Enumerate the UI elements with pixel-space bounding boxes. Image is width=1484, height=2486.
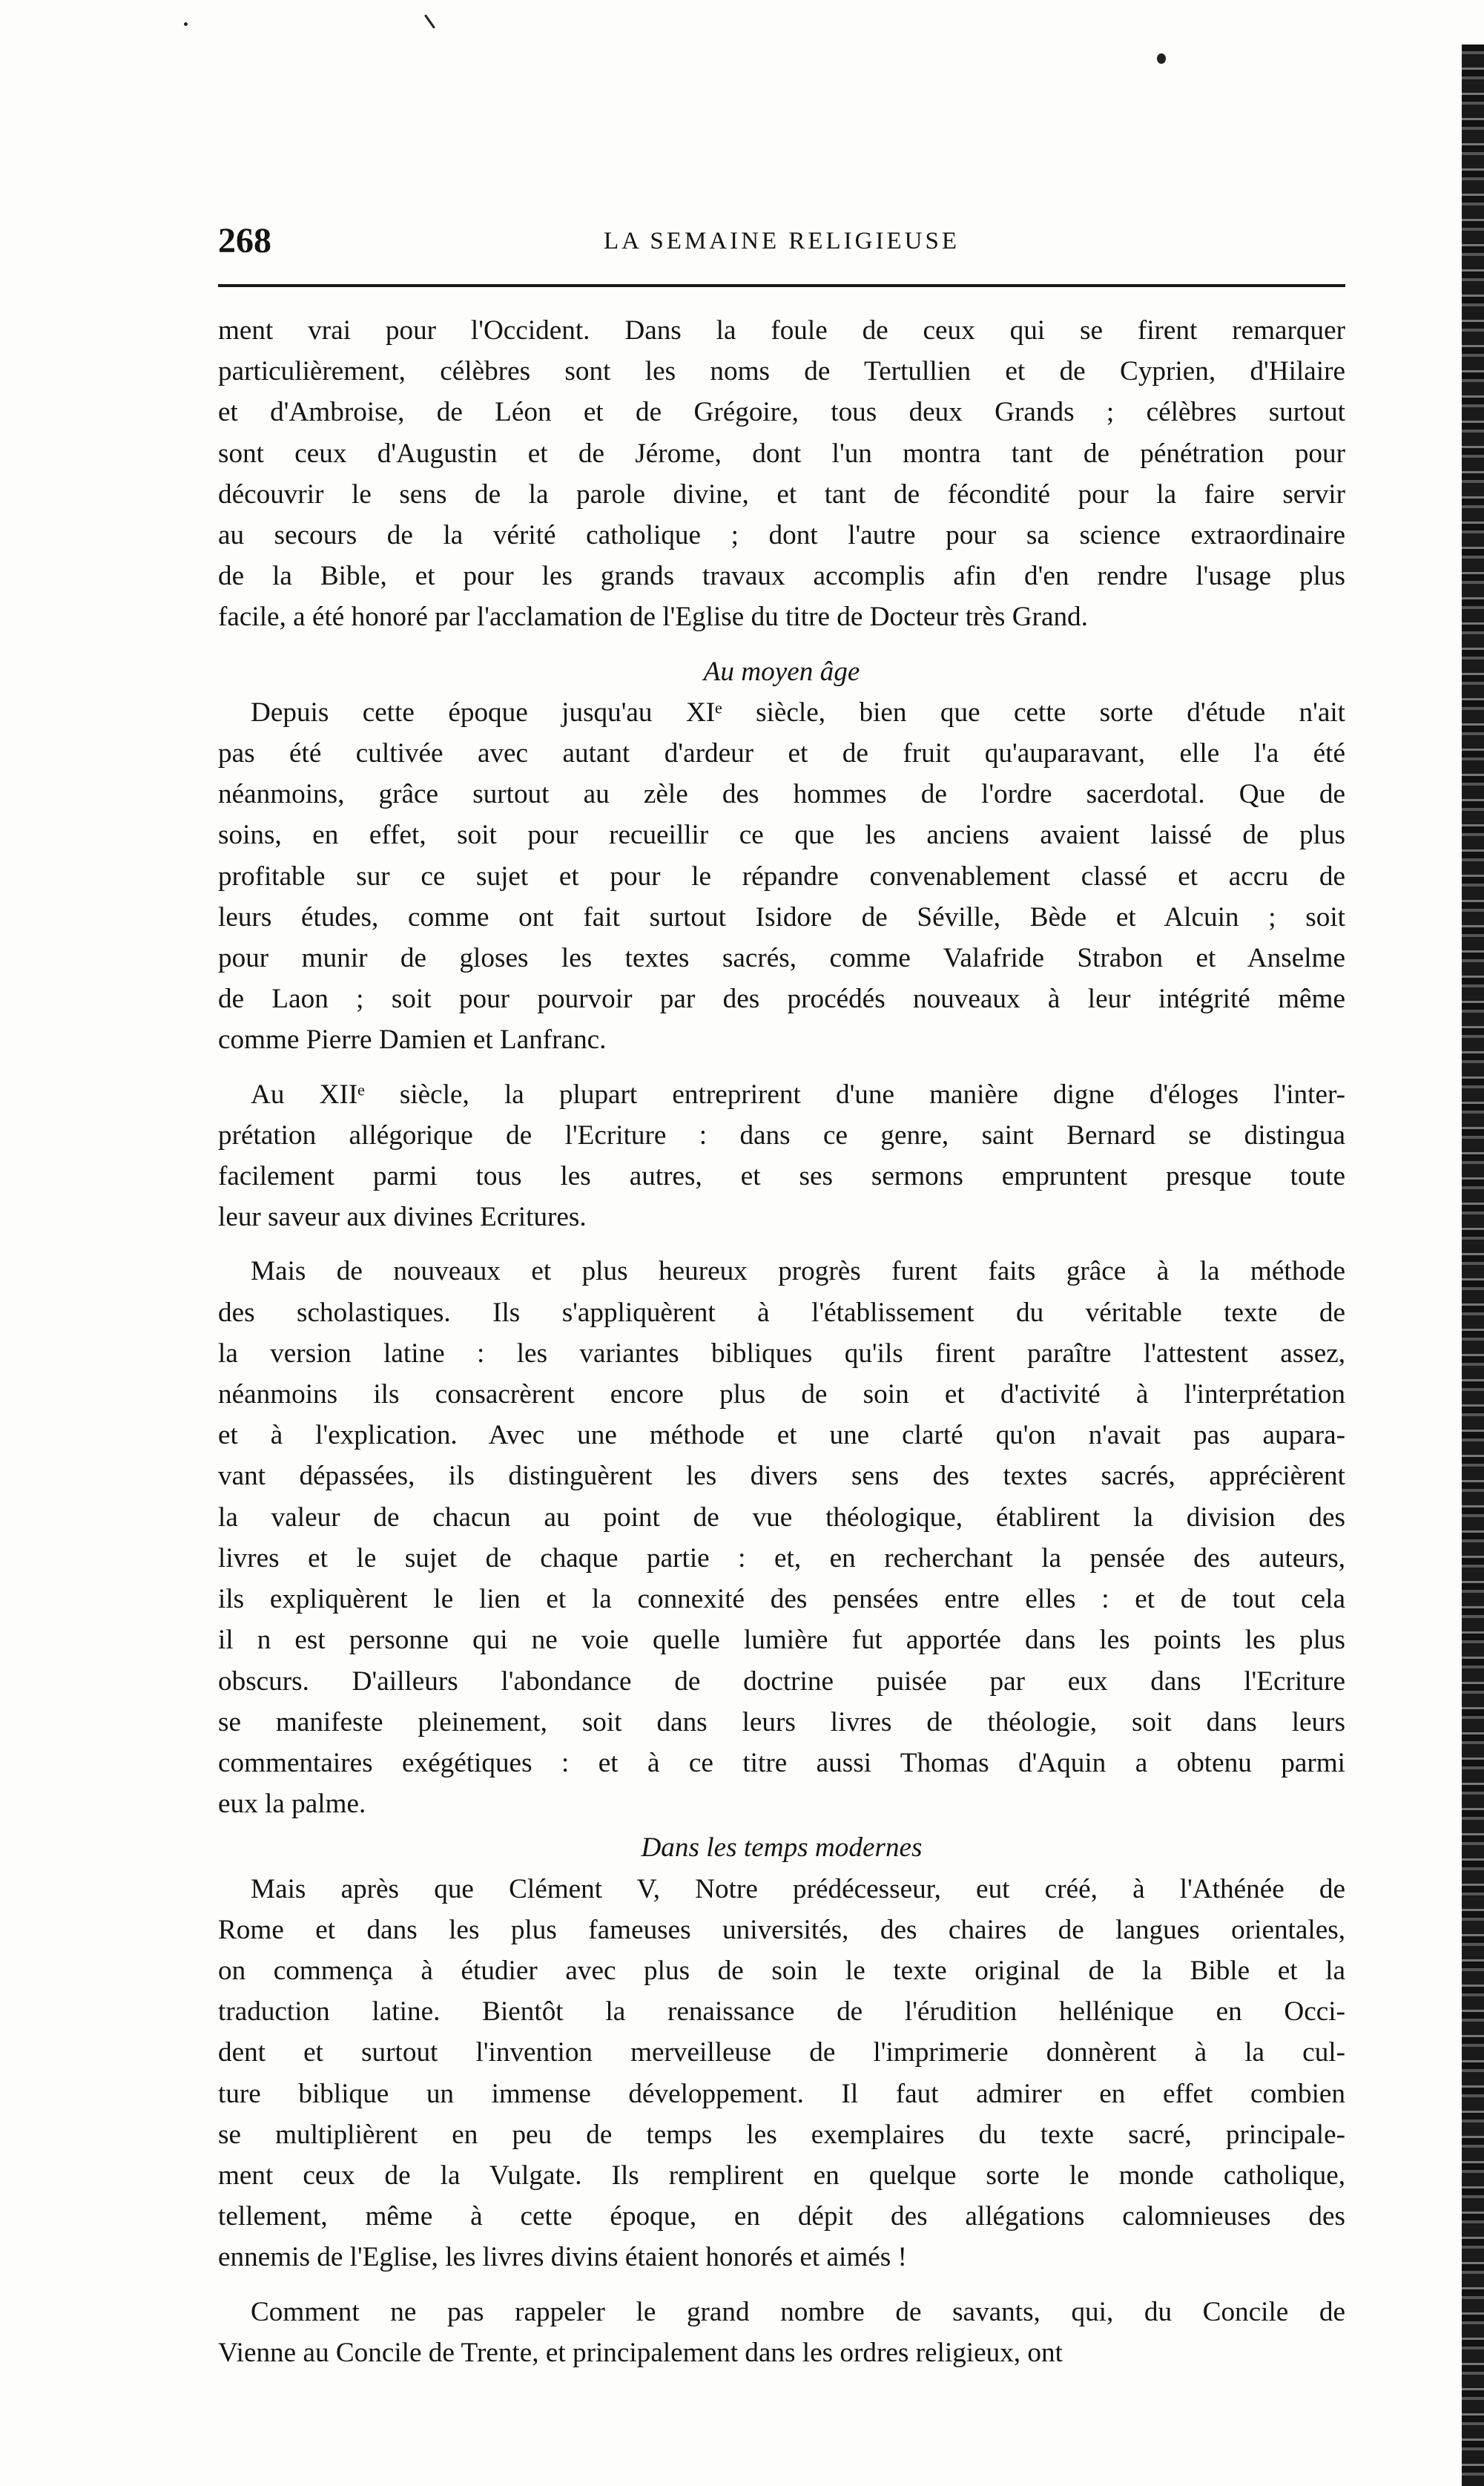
text-line: soins, en effet, soit pour recueillir ce que les anciens avaient laissé de plus <box>218 820 1345 851</box>
text-line: livres et le sujet de chaque partie : et, en recherchant la pensée des auteurs, <box>218 1542 1345 1574</box>
text-line: on commença à étudier avec plus de soin le texte original de la Bible et la <box>218 1955 1345 1986</box>
text-line: ture biblique un immense développement. Il faut admirer en effet combien <box>218 2078 1345 2109</box>
text-line: néanmoins ils consacrèrent encore plus de soin et d'activité à l'interprétation <box>218 1379 1345 1410</box>
paragraph <box>218 692 1345 1061</box>
text-line: obscurs. D'ailleurs l'abondance de doctrine puisée par eux dans l'Ecriture <box>218 1665 1345 1697</box>
text-line: traduction latine. Bientôt la renaissance de l'érudition hellénique en Occi- <box>218 1996 1345 2028</box>
paragraph <box>218 1869 1345 2278</box>
text-line: commentaires exégétiques : et à ce titre aussi Thomas d'Aquin a obtenu parmi <box>218 1747 1345 1778</box>
text-line: et d'Ambroise, de Léon et de Grégoire, tous deux Grands ; célèbres surtout <box>218 397 1345 428</box>
text-line: de Laon ; soit pour pourvoir par des procédés nouveaux à leur intégrité même <box>218 984 1345 1015</box>
text-line: sont ceux d'Augustin et de Jérome, dont l'un montra tant de pénétration pour <box>218 438 1345 469</box>
text-line: eux la palme. <box>218 1789 366 1820</box>
text-line: leurs études, comme ont fait surtout Isidore de Séville, Bède et Alcuin ; soit <box>218 901 1345 933</box>
text-line: il n est personne qui ne voie quelle lumière fut apportée dans les points les plus <box>218 1625 1345 1656</box>
scan-speck <box>424 14 435 29</box>
text-line: des scholastiques. Ils s'appliquèrent à l'établissement du véritable texte de <box>218 1297 1345 1328</box>
section-heading: Au moyen âge <box>703 656 860 687</box>
body-text <box>218 310 1345 2373</box>
text-line: profitable sur ce sujet et pour le répandre convenablement classé et accru de <box>218 861 1345 892</box>
page-header <box>218 215 1345 267</box>
text-line: au secours de la vérité catholique ; dont l'autre pour sa science extraordinaire <box>218 520 1345 551</box>
text-line: néanmoins, grâce surtout au zèle des hommes de l'ordre sacerdotal. Que de <box>218 779 1345 810</box>
text-line: tellement, même à cette époque, en dépit des allégations calomnieuses des <box>218 2201 1345 2232</box>
text-line: comme Pierre Damien et Lanfranc. <box>218 1025 607 1056</box>
scan-speck <box>1157 53 1166 64</box>
scan-speck <box>184 22 188 26</box>
text-line: pour munir de gloses les textes sacrés, comme Valafride Strabon et Anselme <box>218 943 1345 974</box>
paragraph <box>218 1074 1345 1238</box>
text-line: Au XIIᵉ siècle, la plupart entreprirent d'une manière digne d'éloges l'inter- <box>251 1079 1345 1110</box>
text-line: de la Bible, et pour les grands travaux accomplis afin d'en rendre l'usage plus <box>218 561 1345 592</box>
paragraph <box>218 310 1345 638</box>
text-line: découvrir le sens de la parole divine, et tant de fécondité pour la faire servir <box>218 479 1345 510</box>
text-line: prétation allégorique de l'Ecriture : dans ce genre, saint Bernard se distingua <box>218 1119 1345 1151</box>
text-line: Rome et dans les plus fameuses universités, des chaires de langues orientales, <box>218 1914 1345 1945</box>
text-line: Mais après que Clément V, Notre prédécesseur, eut créé, à l'Athénée de <box>251 1873 1345 1904</box>
text-line: la version latine : les variantes bibliques qu'ils firent paraître l'attestent assez, <box>218 1338 1345 1369</box>
text-line: ment ceux de la Vulgate. Ils remplirent en quelque sorte le monde catholique, <box>218 2160 1345 2191</box>
text-line: Depuis cette époque jusqu'au XIᵉ siècle, bien que cette sorte d'étude n'ait <box>251 697 1345 728</box>
paragraph <box>218 1251 1345 1824</box>
text-line: facilement parmi tous les autres, et ses sermons empruntent presque toute <box>218 1161 1345 1192</box>
text-line: Mais de nouveaux et plus heureux progrès furent faits grâce à la méthode <box>251 1256 1345 1287</box>
text-line: ils expliquèrent le lien et la connexité des pensées entre elles : et de tout cela <box>218 1584 1345 1615</box>
header-rule <box>218 284 1345 287</box>
text-line: particulièrement, célèbres sont les noms de Tertullien et de Cyprien, d'Hilaire <box>218 356 1345 387</box>
paragraph <box>218 2292 1345 2373</box>
text-line: facile, a été honoré par l'acclamation de l'Eglise du titre de Docteur très Grand. <box>218 602 1088 633</box>
text-line: ennemis de l'Eglise, les livres divins étaient honorés et aimés ! <box>218 2242 907 2273</box>
text-line: Comment ne pas rappeler le grand nombre de savants, qui, du Concile de <box>251 2296 1345 2327</box>
text-line: vant dépassées, ils distinguèrent les divers sens des textes sacrés, apprécièrent <box>218 1461 1345 1492</box>
page-number: 268 <box>218 221 271 260</box>
text-line: pas été cultivée avec autant d'ardeur et de fruit qu'auparavant, elle l'a été <box>218 738 1345 769</box>
section-heading: Dans les temps modernes <box>641 1832 923 1864</box>
text-line: se multiplièrent en peu de temps les exemplaires du texte sacré, principale- <box>218 2119 1345 2150</box>
text-line: se manifeste pleinement, soit dans leurs livres de théologie, soit dans leurs <box>218 1706 1345 1737</box>
text-line: dent et surtout l'invention merveilleuse de l'imprimerie donnèrent à la cul- <box>218 2037 1345 2068</box>
text-line: la valeur de chacun au point de vue théologique, établirent la division des <box>218 1502 1345 1533</box>
text-line: et à l'explication. Avec une méthode et une clarté qu'on n'avait pas aupara- <box>218 1420 1345 1451</box>
scan-page-edge <box>1462 45 1484 2486</box>
text-line: ment vrai pour l'Occident. Dans la foule de ceux qui se firent remarquer <box>218 315 1345 346</box>
running-title: LA SEMAINE RELIGIEUSE <box>604 228 960 254</box>
text-line: leur saveur aux divines Ecritures. <box>218 1202 587 1233</box>
text-line: Vienne au Concile de Trente, et principalement dans les ordres religieux, ont <box>218 2337 1063 2368</box>
